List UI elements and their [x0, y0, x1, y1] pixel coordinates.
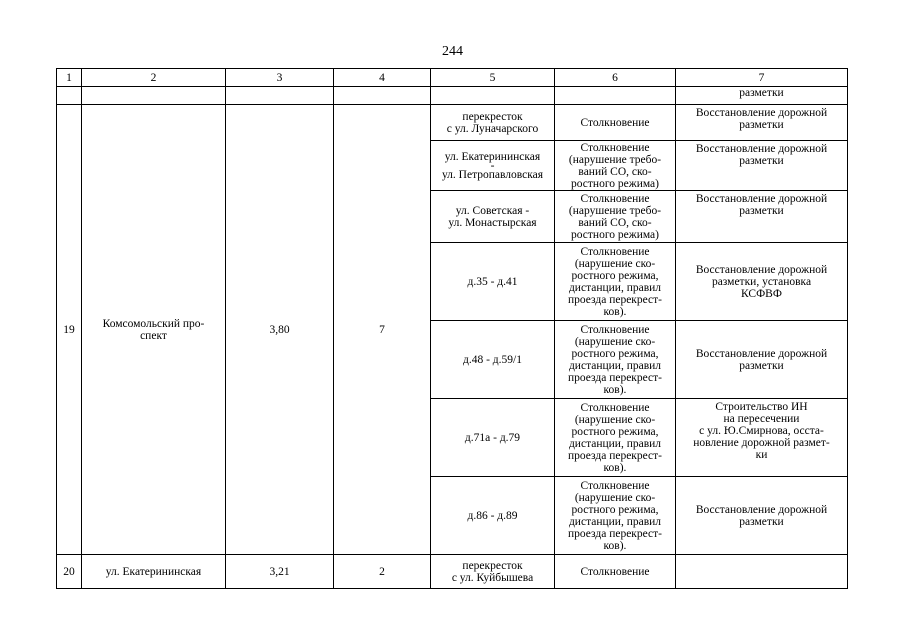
accident-type-cell: Столкновение (нарушение ско- ростного режима, дистанции, правил проезда перекрест- ков).	[555, 399, 676, 477]
location-cell: перекресток с ул. Луначарского	[431, 105, 555, 141]
measures-cell: Восстановление дорожной разметки	[676, 477, 848, 555]
col-header-7: 7	[676, 69, 848, 87]
location-cell: д.35 - д.41	[431, 243, 555, 321]
measures-cell: Восстановление дорожной разметки	[676, 141, 848, 191]
street-name: Комсомольский про- спект	[82, 105, 226, 555]
accident-count: 7	[334, 105, 431, 555]
street-length: 3,21	[226, 555, 334, 589]
location-cell: ул. Екатерининская - ул. Петропавловская	[431, 141, 555, 191]
measures-cell: Строительство ИН на пересечении с ул. Ю.Смирнова, осста- новление дорожной размет- ки	[676, 399, 848, 477]
continuation-measures: разметки	[676, 87, 848, 105]
location-cell: д.48 - д.59/1	[431, 321, 555, 399]
accident-type-cell: Столкновение (нарушение требо- ваний СО, ско- ростного режима)	[555, 191, 676, 243]
location-cell: перекресток с ул. Куйбышева	[431, 555, 555, 589]
measures-cell: Восстановление дорожной разметки	[676, 191, 848, 243]
location-cell: ул. Советская - ул. Монастырская	[431, 191, 555, 243]
col-header-3: 3	[226, 69, 334, 87]
row-number: 20	[57, 555, 82, 589]
measures-cell	[676, 555, 848, 589]
accident-type-cell: Столкновение (нарушение ско- ростного режима, дистанции, правил проезда перекрест- ков).	[555, 243, 676, 321]
table-row	[57, 555, 848, 589]
col-header-6: 6	[555, 69, 676, 87]
measures-cell: Восстановление дорожной разметки	[676, 321, 848, 399]
header-row	[57, 69, 848, 87]
street-name: ул. Екатерининская	[82, 555, 226, 589]
col-header-1: 1	[57, 69, 82, 87]
continuation-row	[57, 87, 848, 105]
accident-type-cell: Столкновение	[555, 555, 676, 589]
accident-type-cell: Столкновение	[555, 105, 676, 141]
location-cell: д.71а - д.79	[431, 399, 555, 477]
accident-type-cell: Столкновение (нарушение ско- ростного режима, дистанции, правил проезда перекрест- ков).	[555, 477, 676, 555]
accident-table	[56, 68, 848, 589]
col-header-2: 2	[82, 69, 226, 87]
street-length: 3,80	[226, 105, 334, 555]
page-number: 244	[442, 44, 463, 59]
row-number: 19	[57, 105, 82, 555]
col-header-5: 5	[431, 69, 555, 87]
table-row	[57, 105, 848, 141]
col-header-4: 4	[334, 69, 431, 87]
accident-count: 2	[334, 555, 431, 589]
accident-type-cell: Столкновение (нарушение требо- ваний СО, ско- ростного режима)	[555, 141, 676, 191]
measures-cell: Восстановление дорожной разметки	[676, 105, 848, 141]
accident-type-cell: Столкновение (нарушение ско- ростного режима, дистанции, правил проезда перекрест- ков).	[555, 321, 676, 399]
measures-cell: Восстановление дорожной разметки, установка КСФВФ	[676, 243, 848, 321]
location-cell: д.86 - д.89	[431, 477, 555, 555]
